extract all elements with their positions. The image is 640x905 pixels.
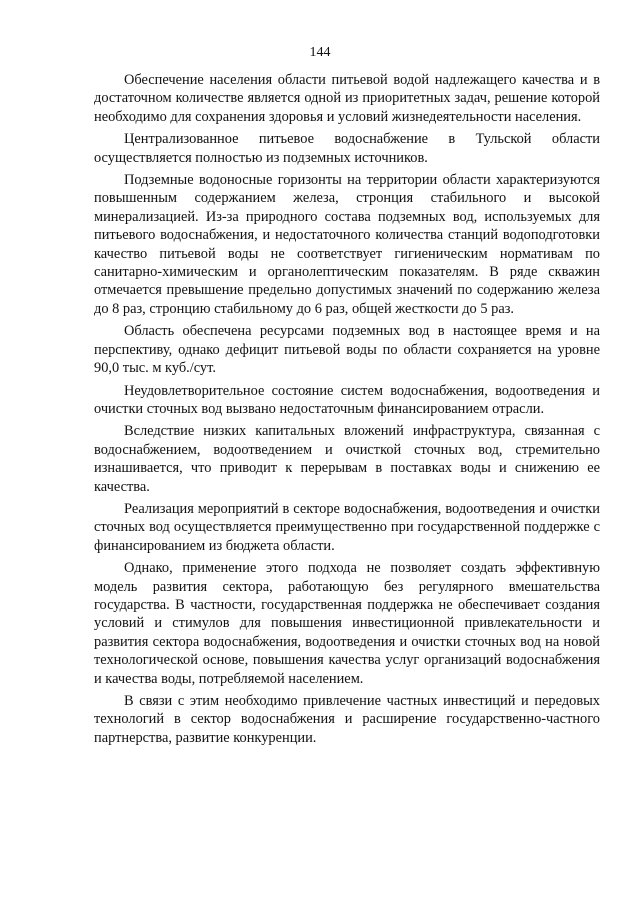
page-number: 144 — [309, 45, 331, 60]
paragraph-centralized-supply: Централизованное питьевое водоснабжение в Тульской области осуществляется полностью из подземных источников. — [94, 131, 600, 166]
paragraph-approach-limitations: Однако, применение этого подхода не позволяет создать эффективную модель развития сектора, работающую без регулярного вмешательства государства. В частности, государственная поддержка не обеспечивает создания условий и стимулов для повышения инвестиционной привлекательности и развития сектора водоснабжения, водоотведения и очистки сточных вод на новой технологической основе, повышения качества услуг организаций водоснабжения и качества воды, потребляемой населением. — [94, 560, 600, 687]
paragraph-state-support: Реализация мероприятий в секторе водоснабжения, водоотведения и очистки сточных вод осуществляется преимущественно при государственной поддержке с финансированием из бюджета области. — [94, 500, 600, 554]
paragraph-groundwater-quality: Подземные водоносные горизонты на территории области характеризуются повышенным содержанием железа, стронция стабильного и высокой минерализацией. Из-за природного состава подземных вод, используемых для питьевого водоснабжения, и недостаточного количества станций водоподготовки качество питьевой воды не соответствует гигиеническим нормативам по санитарно-химическим и органолептическим показателям. В ряде скважин отмечается превышение предельно допустимых значений по содержанию железа до 8 раз, стронцию стабильному до 6 раз, общей жесткости до 5 раз. — [94, 172, 600, 317]
paragraph-drinking-water-priority: Обеспечение населения области питьевой водой надлежащего качества и в достаточном количестве является одной из приоритетных задач, решение которой необходимо для сохранения здоровья и условий жизнедеятельности населения. — [94, 72, 600, 125]
paragraph-unsatisfactory-state: Неудовлетворительное состояние систем водоснабжения, водоотведения и очистки сточных вод вызвано недостаточным финансированием отрасли. — [94, 382, 600, 417]
paragraph-private-investment: В связи с этим необходимо привлечение частных инвестиций и передовых технологий в сектор водоснабжения и расширение государственно-частного партнерства, развитие конкуренции. — [94, 693, 600, 746]
paragraph-water-deficit: Область обеспечена ресурсами подземных вод в настоящее время и на перспективу, однако дефицит питьевой воды по области сохраняется на уровне 90,0 тыс. м куб./сут. — [94, 323, 600, 377]
body-text — [94, 71, 600, 747]
paragraph-infrastructure-wear: Вследствие низких капитальных вложений инфраструктура, связанная с водоснабжением, водоотведением и очисткой сточных вод, стремительно изнашивается, что приводит к перерывам в поставках воды и снижению ее качества. — [94, 423, 600, 495]
